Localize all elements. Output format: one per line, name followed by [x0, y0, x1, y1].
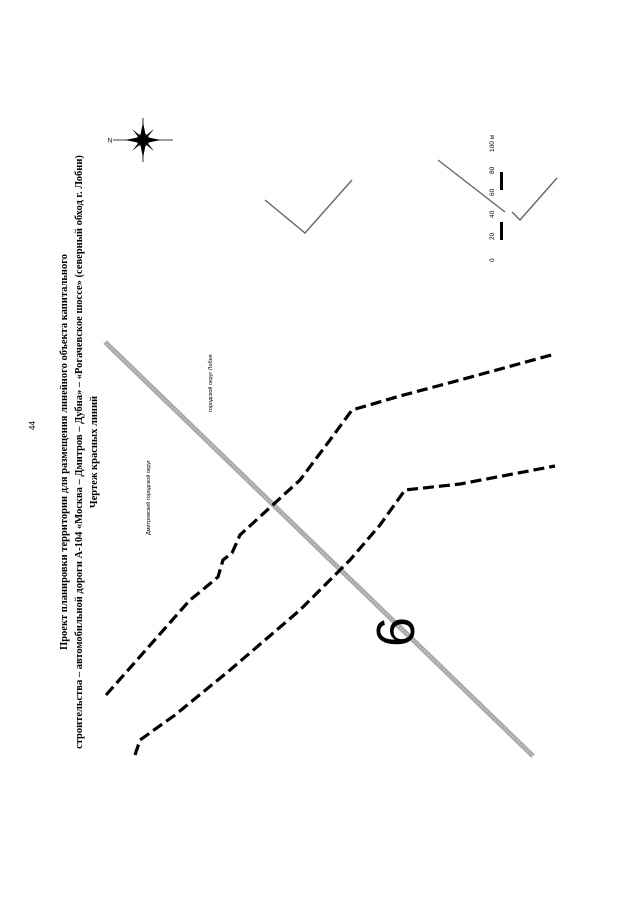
scale-tick-0: 0: [489, 258, 496, 262]
red-line-lower: [135, 466, 555, 755]
compass-rose-icon: [108, 118, 173, 162]
compass-north-label: N: [107, 137, 113, 145]
title-line-1: Проект планировки территории для размещения линейного объекта капитального: [59, 254, 70, 650]
title-block: [59, 155, 100, 749]
page-number: 44: [28, 421, 37, 430]
scale-tick-40: 40: [489, 210, 496, 218]
red-line-corner-1: [265, 180, 352, 233]
scale-tick-20: 20: [489, 232, 496, 240]
scale-tick-80: 80: [489, 166, 496, 174]
scale-segment-1: [500, 222, 503, 240]
red-line-corner-3: [512, 178, 557, 220]
district-label-lobnya: городской округ Лобня: [208, 354, 214, 412]
scale-bar: [489, 134, 503, 262]
district-label-dmitrov: Дмитровский городской округ: [146, 459, 152, 535]
scale-tick-100: 100 м: [489, 134, 496, 152]
scale-tick-60: 60: [489, 188, 496, 196]
sheet-number: 6: [366, 616, 426, 648]
title-line-3: Чертеж красных линий: [89, 395, 100, 509]
title-line-2: строительства – автомобильной дороги А-104 «Москва – Дмитров – Дубна» – «Рогачевское шоссе» (северный обход г. Лобни): [74, 155, 85, 749]
scale-segment-2: [500, 172, 503, 190]
